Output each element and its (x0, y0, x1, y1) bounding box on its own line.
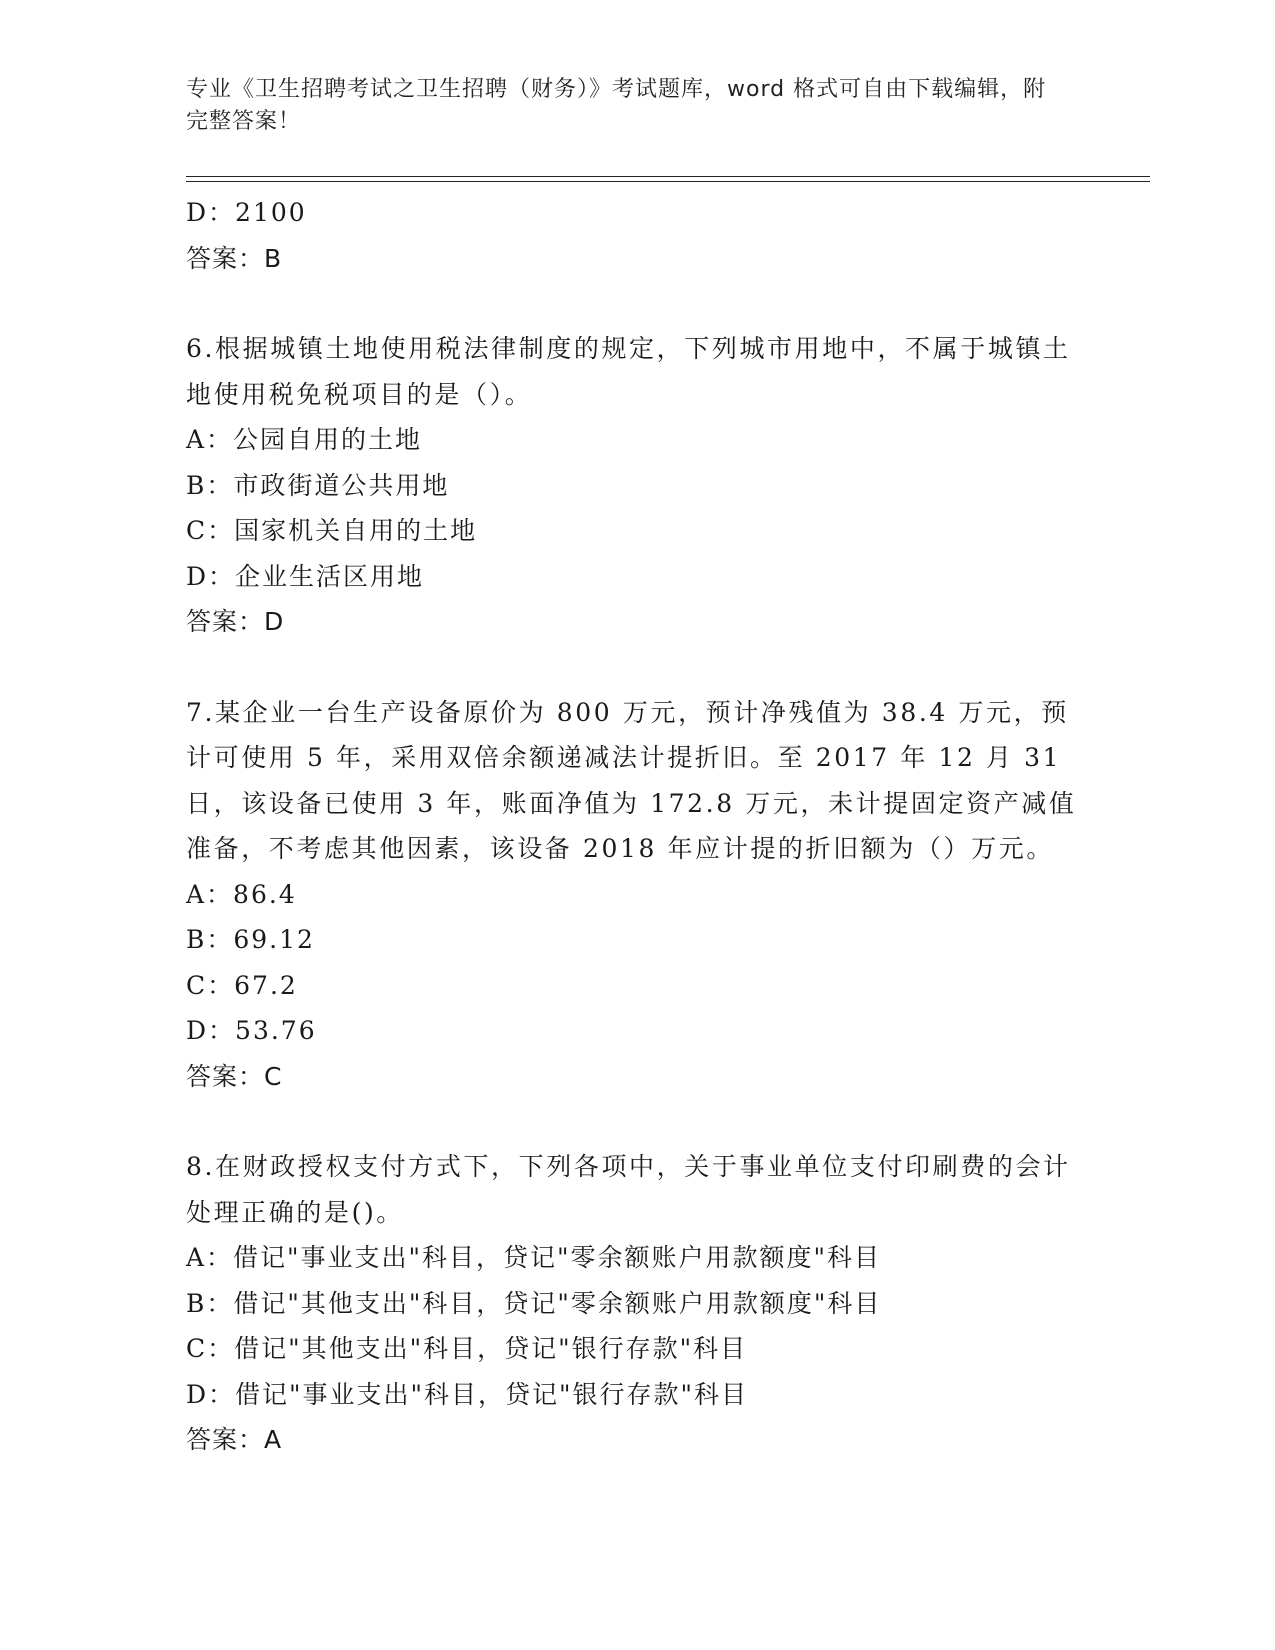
answer-line: 答案：B (186, 243, 283, 273)
option-d: D：企业生活区用地 (186, 561, 425, 591)
header-divider-top (186, 176, 1150, 177)
question-stem: 6.根据城镇土地使用税法律制度的规定，下列城市用地中，不属于城镇土地使用税免税项目的是（）。 (186, 334, 1071, 409)
question-6 (186, 326, 1086, 645)
document-body (186, 190, 1086, 1463)
option-d: D：借记"事业支出"科目，贷记"银行存款"科目 (186, 1379, 749, 1409)
option-b: B：69.12 (186, 925, 315, 954)
option-c: C：67.2 (186, 970, 298, 1000)
option-c: C：国家机关自用的土地 (186, 516, 478, 545)
answer-line: 答案：C (186, 1061, 283, 1091)
option-d: D：53.76 (186, 1016, 317, 1045)
answer-line: 答案：A (186, 1425, 283, 1454)
question-stem: 7.某企业一台生产设备原价为 800 万元，预计净残值为 38.4 万元，预计可使用 5 年，采用双倍余额递减法计提折旧。至 2017 年 12 月 31 日，该设备已使用 3 年，账面净值为 172.8 万元，未计提固定资产减值准备，不考虑其他因素，该设备 2018 年应计提的折旧额为（）万元。 (186, 697, 1077, 863)
header-divider-bottom (186, 181, 1150, 182)
option-b: B：市政街道公共用地 (186, 470, 450, 500)
question-7 (186, 690, 1086, 1100)
answer-line: 答案：D (186, 607, 285, 636)
option-a: A：86.4 (186, 879, 297, 909)
document-header: 专业《卫生招聘考试之卫生招聘（财务）》考试题库，word 格式可自由下载编辑，附完整答案！ (186, 77, 1047, 134)
option-c: C：借记"其他支出"科目，贷记"银行存款"科目 (186, 1334, 748, 1363)
option-a: A：借记"事业支出"科目，贷记"零余额账户用款额度"科目 (186, 1243, 882, 1272)
option-a: A：公园自用的土地 (186, 425, 423, 454)
question-8 (186, 1144, 1086, 1463)
question-stem: 8.在财政授权支付方式下，下列各项中，关于事业单位支付印刷费的会计处理正确的是()。 (186, 1152, 1071, 1227)
option-b: B：借记"其他支出"科目，贷记"零余额账户用款额度"科目 (186, 1288, 882, 1318)
option-d: D：2100 (186, 198, 307, 227)
